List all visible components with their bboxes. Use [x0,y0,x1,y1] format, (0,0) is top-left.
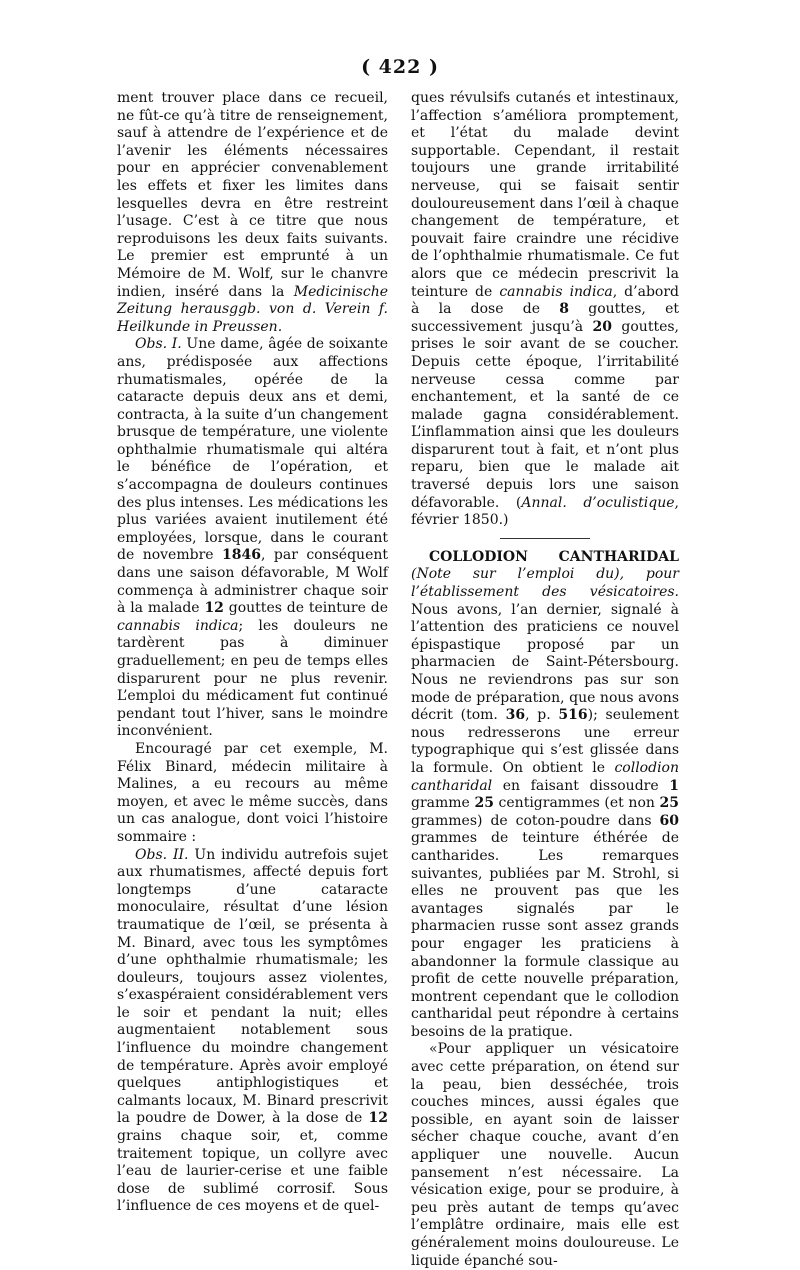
text-run: Nous avons, l’an dernier, signalé à l’attention des praticiens ce nouvel épispastique proposé par un pharmacien de Saint-Pétersbourg. Nous ne reviendrons pas sur son mode de préparation, que nous avons décrit (tom. [411,601,679,724]
text-run: Un individu autrefois sujet aux rhumatismes, affecté depuis fort longtemps d’une cataracte monoculaire, résultat d’une lésion traumatique de l’œil, se présenta à M. Binard, avec tous les symptômes d’une ophthalmie rhumatismale; les douleurs, toujours assez violentes, s’exaspéraient considérablement vers le soir et pendant la nuit; elles augmentaient notablement sous l’influence du moindre changement de température. Après avoir employé quelques antiphlogistiques et calmants locaux, M. Binard prescrivit la poudre de Dower, à la dose de [117,846,388,1127]
text-run: , par conséquent dans une saison défavorable, M Wolf commença à administrer chaque soir à la malade [117,547,388,617]
year-number: 1846 [222,547,261,564]
volume-number: 36 [505,707,526,724]
plant-name: cannabis indica [499,283,613,300]
text-run: ques révulsifs cutanés et intestinaux, l’affection s’améliora promptement, et l’état du malade devint supportable. Cependant, il restait toujours une grande irritabilité nerveuse, qui se faisait sentir douloureusement dans l’œil à chaque changement de température, et pouvait faire craindre une récidive de l’ophthalmie rhumatismale. Ce fut alors que ce médecin prescrivit la teinture de [411,90,679,300]
text-run: grains chaque soir, et, comme traitement topique, un collyre avec l’eau de laurier-cerise et une faible dose de sublimé corrosif. Sous l’influence de ces moyens et de quel- [117,1128,388,1215]
observation-2 [117,847,388,1216]
text-run: grammes) de coton-poudre dans [411,812,660,829]
journal-title: Medicinische Zeitung herausggb. von d. Verein f. Heilkunde in Preussen. [117,283,388,335]
product-name: collodion cantharidal [411,759,679,794]
text-run: , février 1850.) [411,494,679,529]
observation-1 [117,336,388,741]
page-number: ( 422 ) [361,56,439,78]
right-column [411,90,679,1270]
left-paragraph-1 [117,90,388,336]
dose-number: 20 [592,318,613,335]
text-run: gouttes de teinture de [223,600,388,617]
dose-number: 8 [559,301,570,318]
dose-number: 12 [368,1110,388,1127]
text-run: grammes de teinture éthérée de cantharides. Les remarques suivantes, publiées par M. Strohl, si elles ne prouvent pas que les avantages signalés par le pharmacien russe sont assez grands pour engager les praticiens à abandonner la formule classique au profit de cette nouvelle préparation, montrent cependant que le collodion cantharidal peut répondre à certains besoins de la pratique. [411,830,679,1040]
text-run: , p. [525,707,559,724]
text-run: Une dame, âgée de soixante ans, prédisposée aux affections rhumatismales, opérée de la cataracte depuis deux ans et demi, contracta, à la suite d’un changement brusque de température, une violente ophthalmie rhumatismale qui altéra le bénéfice de l’opération, et s’accompagna de douleurs continues des plus intenses. Les médications les plus variées avaient inutilement été employées, lorsque, dans le courant de novembre [117,336,388,564]
right-paragraph-1 [411,90,679,530]
observation-label: Obs. II. [135,846,189,863]
journal-reference: Annal. d’oculistique [521,494,675,511]
left-column [117,90,388,1216]
right-paragraph-3: «Pour appliquer un vésicatoire avec cette préparation, on étend sur la peau, bien desséchée, trois couches minces, aussi égales que possible, en ayant soin de laisser sécher chaque couche, avant d’en appliquer une nouvelle. Aucun pansement n’est nécessaire. La vésication exige, pour se produire, à peu près autant de temps qu’avec l’emplâtre ordinaire, mais elle est généralement moins douloureuse. Le liquide épanché sou- [411,1041,679,1269]
text-run: , d’abord à la dose de [411,283,679,318]
quantity-number: 25 [659,795,679,812]
quantity-number: 25 [474,795,494,812]
text-run: ; les douleurs ne tardèrent pas à diminuer graduellement; en peu de temps elles disparurent pour ne plus revenir. L’emploi du médicament fut continué pendant tout l’hiver, sans le moindre inconvénient. [117,617,388,740]
section-heading: COLLODION CANTHARIDAL [429,548,679,565]
section-collodion [411,549,679,1042]
quantity-number: 1 [669,777,679,794]
left-paragraph-3: Encouragé par cet exemple, M. Félix Binard, médecin militaire à Malines, a eu recours au même moyen, et avec le même succès, dans un cas analogue, dont voici l’histoire sommaire : [117,740,388,845]
text-run: en faisant dissoudre [492,777,670,794]
quantity-number: 60 [659,812,679,829]
page-reference: 516 [558,707,588,724]
dose-number: 12 [204,600,224,617]
text-run: ment trouver place dans ce recueil, ne fût-ce qu’à titre de renseignement, sauf à attendre de l’expérience et de l’avenir les éléments nécessaires pour en apprécier convenablement les effets et fixer les limites dans lesquelles devra en être restreint l’usage. C’est à ce titre que nous reproduisons les deux faits suivants. Le premier est emprunté à un Mémoire de M. Wolf, sur le chanvre indien, inséré dans la [117,90,388,300]
plant-name: cannabis indica [117,617,239,634]
text-run: gramme [411,795,475,812]
text-run: ); seulement nous redresserons une erreur typographique qui s’est glissée dans la formule. On obtient le [411,707,679,776]
section-subtitle: (Note sur l’emploi du), pour l’établissement des vésicatoires. [411,566,679,601]
text-run: gouttes, prises le soir avant de se coucher. Depuis cette époque, l’irritabilité nerveuse cessa comme par enchantement, et la santé de ce malade gagna considérablement. L’inflammation ainsi que les douleurs disparurent tout à fait, et n’ont plus reparu, bien que le malade ait traversé depuis lors une saison défavorable. ( [411,318,679,511]
text-run: gouttes, et successivement jusqu’à [411,301,679,335]
text-run: centigrammes (et non [493,795,660,812]
observation-label: Obs. I. [135,336,182,353]
section-divider [500,538,590,539]
